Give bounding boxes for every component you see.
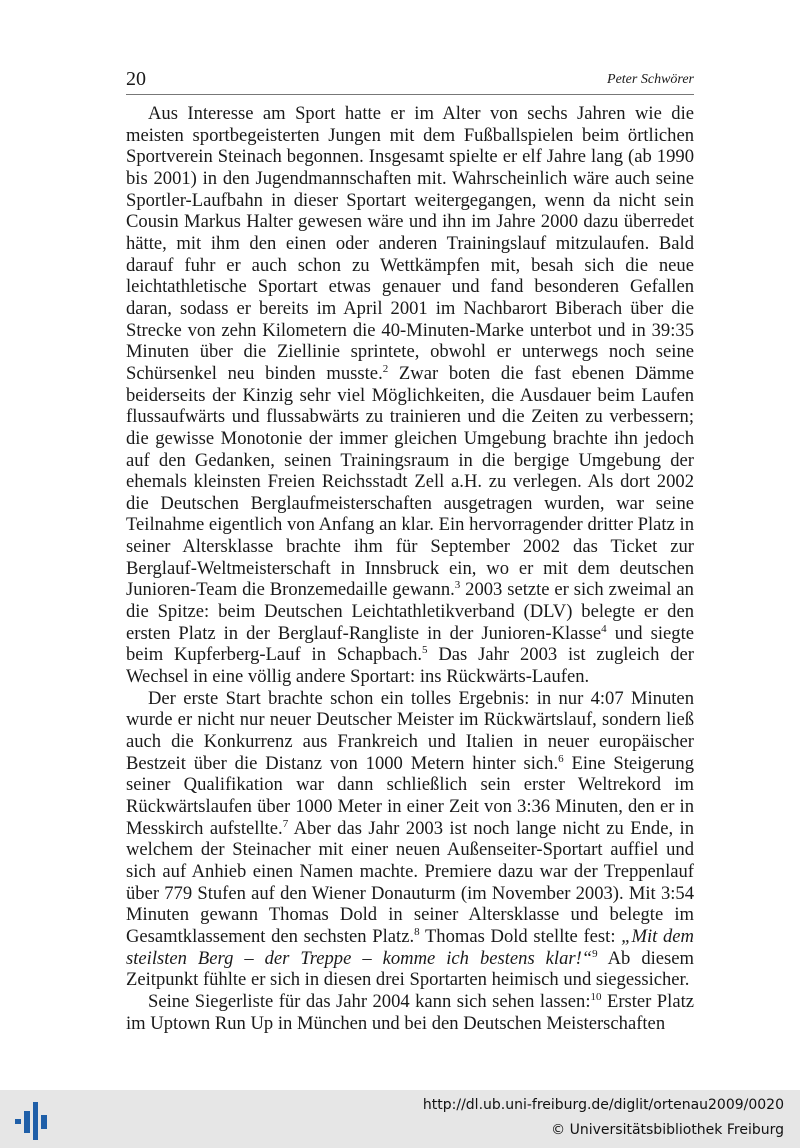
paragraph-2 (126, 688, 694, 991)
paragraph-3 (126, 991, 694, 1034)
text-segment: Das Jahr 2003 ist zugleich der Wechsel in eine völlig andere Sportart: ins Rückwärts-Laufen. (126, 644, 694, 688)
text-segment: Erster Platz im Uptown Run Up in München und bei den Deutschen Meisterschaften (126, 990, 694, 1034)
footnote-ref-6[interactable]: 6 (558, 752, 564, 765)
header-rule (126, 94, 694, 95)
footnote-ref-8[interactable]: 8 (414, 925, 420, 938)
ub-freiburg-logo-icon (14, 1102, 50, 1140)
text-segment: und siegte beim Kupferberg-Lauf in Schapbach. (126, 622, 695, 666)
text-segment: Aus Interesse am Sport hatte er im Alter von sechs Jahren wie die meisten sportbegeisterten Jungen mit dem Fußballspielen beim örtlichen Sportverein Steinach begonnen. Insgesamt spielte er elf Jahre lang (ab 1990 bis 2001) in den Jugendmannschaften mit. Wahrscheinlich wäre auch seine Sportler-Laufbahn in dieser Sportart weitergegangen, wenn da nicht sein Cousin Markus Halter gewesen wäre und ihn im Jahre 2000 dazu überredet hätte, mit ihm den einen oder anderen Trainingslauf mitzulaufen. Bald darauf fuhr er auch schon zu Wettkämpfen mit, besah sich die neue leichtathletische Sportart etwas genauer und fand besonderen Gefallen daran, sodass er bereits im April 2001 im Nachbarort Biberach über die Strecke von zehn Kilometern die 40-Minuten-Marke unterbot und in 39:35 Minuten über die Ziellinie sprintete, obwohl er unterwegs noch seine Schürsenkel neu binden musste. (126, 103, 694, 384)
text-segment: Aber das Jahr 2003 ist noch lange nicht zu Ende, in welchem der Steinacher mit einer neuen Außenseiter-Sportart auffiel und sich auf Anhieb einen Namen machte. Premiere dazu war der Treppenlauf über 779 Stufen auf den Wiener Donauturm (im November 2003). Mit 3:54 Minuten gewann Thomas Dold in seiner Altersklasse und belegte im Gesamtklassement den sechsten Platz. (126, 817, 694, 947)
quote-italic: „Mit dem steilsten Berg – der Treppe – komme ich bestens klar!“ (126, 925, 694, 969)
text-segment: Thomas Dold stellte fest: (419, 925, 622, 947)
text-segment: Der erste Start brachte schon ein tolles Ergebnis: in nur 4:07 Minuten wurde er nicht nur neuer Deutscher Meister im Rückwärtslauf, sondern ließ auch die Konkurrenz aus Frankreich und Italien in neuer europäischer Bestzeit über die Distanz von 1000 Metern hinter sich. (126, 687, 694, 774)
footnote-ref-4[interactable]: 4 (601, 622, 607, 635)
running-head-author: Peter Schwörer (607, 72, 694, 87)
paragraph-1 (126, 103, 694, 688)
text-segment: Seine Siegerliste für das Jahr 2004 kann sich sehen lassen: (148, 990, 591, 1012)
footer-url-link[interactable]: http://dl.ub.uni-freiburg.de/diglit/ortenau2009/0020 (422, 1097, 784, 1113)
footnote-ref-2[interactable]: 2 (382, 362, 389, 375)
text-segment: Ab diesem Zeitpunkt fühlte er sich in diesen drei Sportarten heimisch und siegessicher. (126, 947, 694, 991)
page-number: 20 (126, 68, 146, 90)
footnote-ref-10[interactable]: 10 (590, 990, 602, 1003)
footer-bar (0, 1090, 800, 1148)
footnote-ref-7[interactable]: 7 (282, 817, 289, 830)
text-segment: Eine Steigerung seiner Qualifikation war dann schließlich sein erster Weltrekord im Rückwärtslaufen über 1000 Meter in einer Zeit von 3:36 Minuten, den er in Messkirch aufstellte. (126, 752, 694, 839)
footnote-ref-5[interactable]: 5 (422, 644, 428, 657)
text-segment: 2003 setzte er sich zweimal an die Spitze: beim Deutschen Leichtathletikverband (DLV) belegte er den ersten Platz in der Berglauf-Rangliste in der Junioren-Klasse (126, 579, 694, 644)
body-text (126, 103, 694, 1034)
footer-copyright: © Universitätsbibliothek Freiburg (551, 1122, 784, 1138)
footnote-ref-3[interactable]: 3 (454, 579, 461, 592)
footnote-ref-9[interactable]: 9 (592, 947, 598, 960)
text-segment: Zwar boten die fast ebenen Dämme beiderseits der Kinzig sehr viel Möglichkeiten, die Ausdauer beim Laufen flussaufwärts und flussabwärts zu trainieren und die Zeiten zu verbessern; die gewisse Monotonie der immer gleichen Umgebung brachte ihn jedoch auf den Gedanken, seinen Trainingsraum in die bergige Umgebung der ehemals kleinsten Freien Reichsstadt Zell a.H. zu verlegen. Als dort 2002 die Deutschen Berglaufmeisterschaften ausgetragen wurden, war seine Teilnahme eigentlich von Anfang an klar. Ein hervorragender dritter Platz in seiner Altersklasse brachte ihm für September 2002 das Ticket zur Berglauf-Weltmeisterschaft in Innsbruck ein, wo er mit dem deutschen Junioren-Team die Bronzemedaille gewann. (126, 362, 694, 601)
